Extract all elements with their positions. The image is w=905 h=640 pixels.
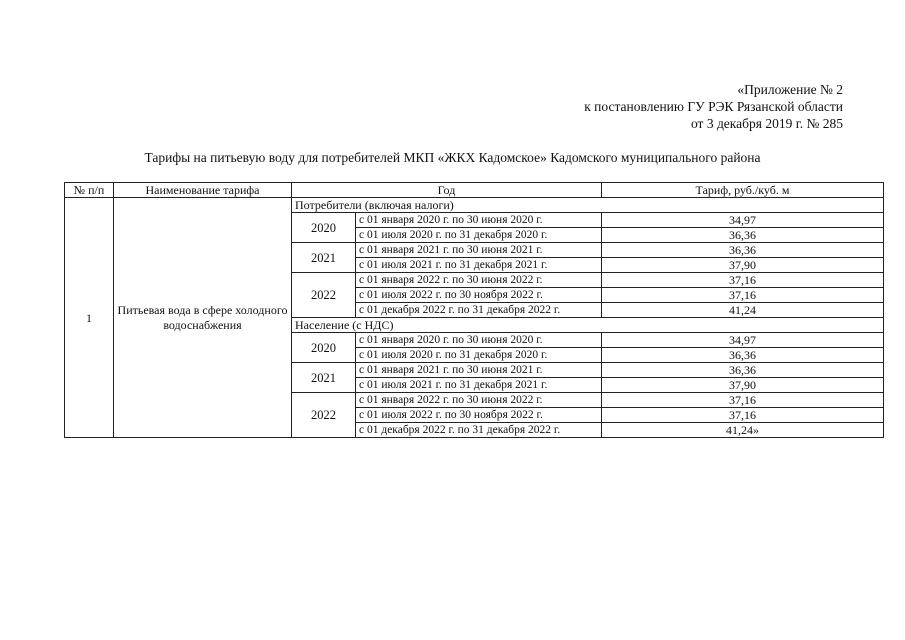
period-cell: с 01 декабря 2022 г. по 31 декабря 2022 г. <box>356 423 602 438</box>
tariff-value-cell: 34,97 <box>602 333 884 348</box>
tariff-value-cell: 36,36 <box>602 348 884 363</box>
tariff-value-cell: 36,36 <box>602 243 884 258</box>
year-cell: 2022 <box>292 273 356 318</box>
year-cell: 2021 <box>292 243 356 273</box>
annex-line-1: «Приложение № 2 <box>737 82 843 97</box>
header-tariff: Тариф, руб./куб. м <box>602 183 884 198</box>
group-row <box>65 198 884 213</box>
annex-line-2: к постановлению ГУ РЭК Рязанской области <box>584 99 843 114</box>
period-cell: с 01 января 2022 г. по 30 июня 2022 г. <box>356 273 602 288</box>
period-cell: с 01 июля 2020 г. по 31 декабря 2020 г. <box>356 228 602 243</box>
period-cell: с 01 июля 2022 г. по 30 ноября 2022 г. <box>356 408 602 423</box>
period-cell: с 01 июля 2021 г. по 31 декабря 2021 г. <box>356 258 602 273</box>
row-number: 1 <box>65 198 114 438</box>
group-label: Население (с НДС) <box>292 318 884 333</box>
tariff-value-cell: 37,16 <box>602 288 884 303</box>
header-name: Наименование тарифа <box>114 183 292 198</box>
year-cell: 2020 <box>292 333 356 363</box>
year-cell: 2020 <box>292 213 356 243</box>
tariff-value-cell: 37,16 <box>602 408 884 423</box>
tariff-value-cell: 37,16 <box>602 273 884 288</box>
year-cell: 2021 <box>292 363 356 393</box>
year-cell: 2022 <box>292 393 356 438</box>
tariff-value-cell: 34,97 <box>602 213 884 228</box>
period-cell: с 01 июля 2021 г. по 31 декабря 2021 г. <box>356 378 602 393</box>
period-cell: с 01 января 2021 г. по 30 июня 2021 г. <box>356 363 602 378</box>
tariff-table-body <box>65 183 884 438</box>
tariff-value-cell: 41,24» <box>602 423 884 438</box>
annex-reference <box>584 81 843 132</box>
tariff-table <box>64 182 884 438</box>
period-cell: с 01 декабря 2022 г. по 31 декабря 2022 г. <box>356 303 602 318</box>
group-label: Потребители (включая налоги) <box>292 198 884 213</box>
annex-line-3: от 3 декабря 2019 г. № 285 <box>690 116 843 131</box>
tariff-value-cell: 37,90 <box>602 378 884 393</box>
period-cell: с 01 июля 2020 г. по 31 декабря 2020 г. <box>356 348 602 363</box>
tariff-value-cell: 37,16 <box>602 393 884 408</box>
period-cell: с 01 января 2022 г. по 30 июня 2022 г. <box>356 393 602 408</box>
period-cell: с 01 января 2020 г. по 30 июня 2020 г. <box>356 213 602 228</box>
tariff-value-cell: 36,36 <box>602 363 884 378</box>
table-header-row <box>65 183 884 198</box>
tariff-value-cell: 41,24 <box>602 303 884 318</box>
header-num: № п/п <box>65 183 114 198</box>
period-cell: с 01 июля 2022 г. по 30 ноября 2022 г. <box>356 288 602 303</box>
tariff-name: Питьевая вода в сфере холодного водоснабжения <box>114 198 292 438</box>
period-cell: с 01 января 2020 г. по 30 июня 2020 г. <box>356 333 602 348</box>
header-year: Год <box>292 183 602 198</box>
document-title: Тарифы на питьевую воду для потребителей МКП «ЖКХ Кадомское» Кадомского муниципального района <box>144 150 761 165</box>
tariff-value-cell: 36,36 <box>602 228 884 243</box>
period-cell: с 01 января 2021 г. по 30 июня 2021 г. <box>356 243 602 258</box>
tariff-value-cell: 37,90 <box>602 258 884 273</box>
